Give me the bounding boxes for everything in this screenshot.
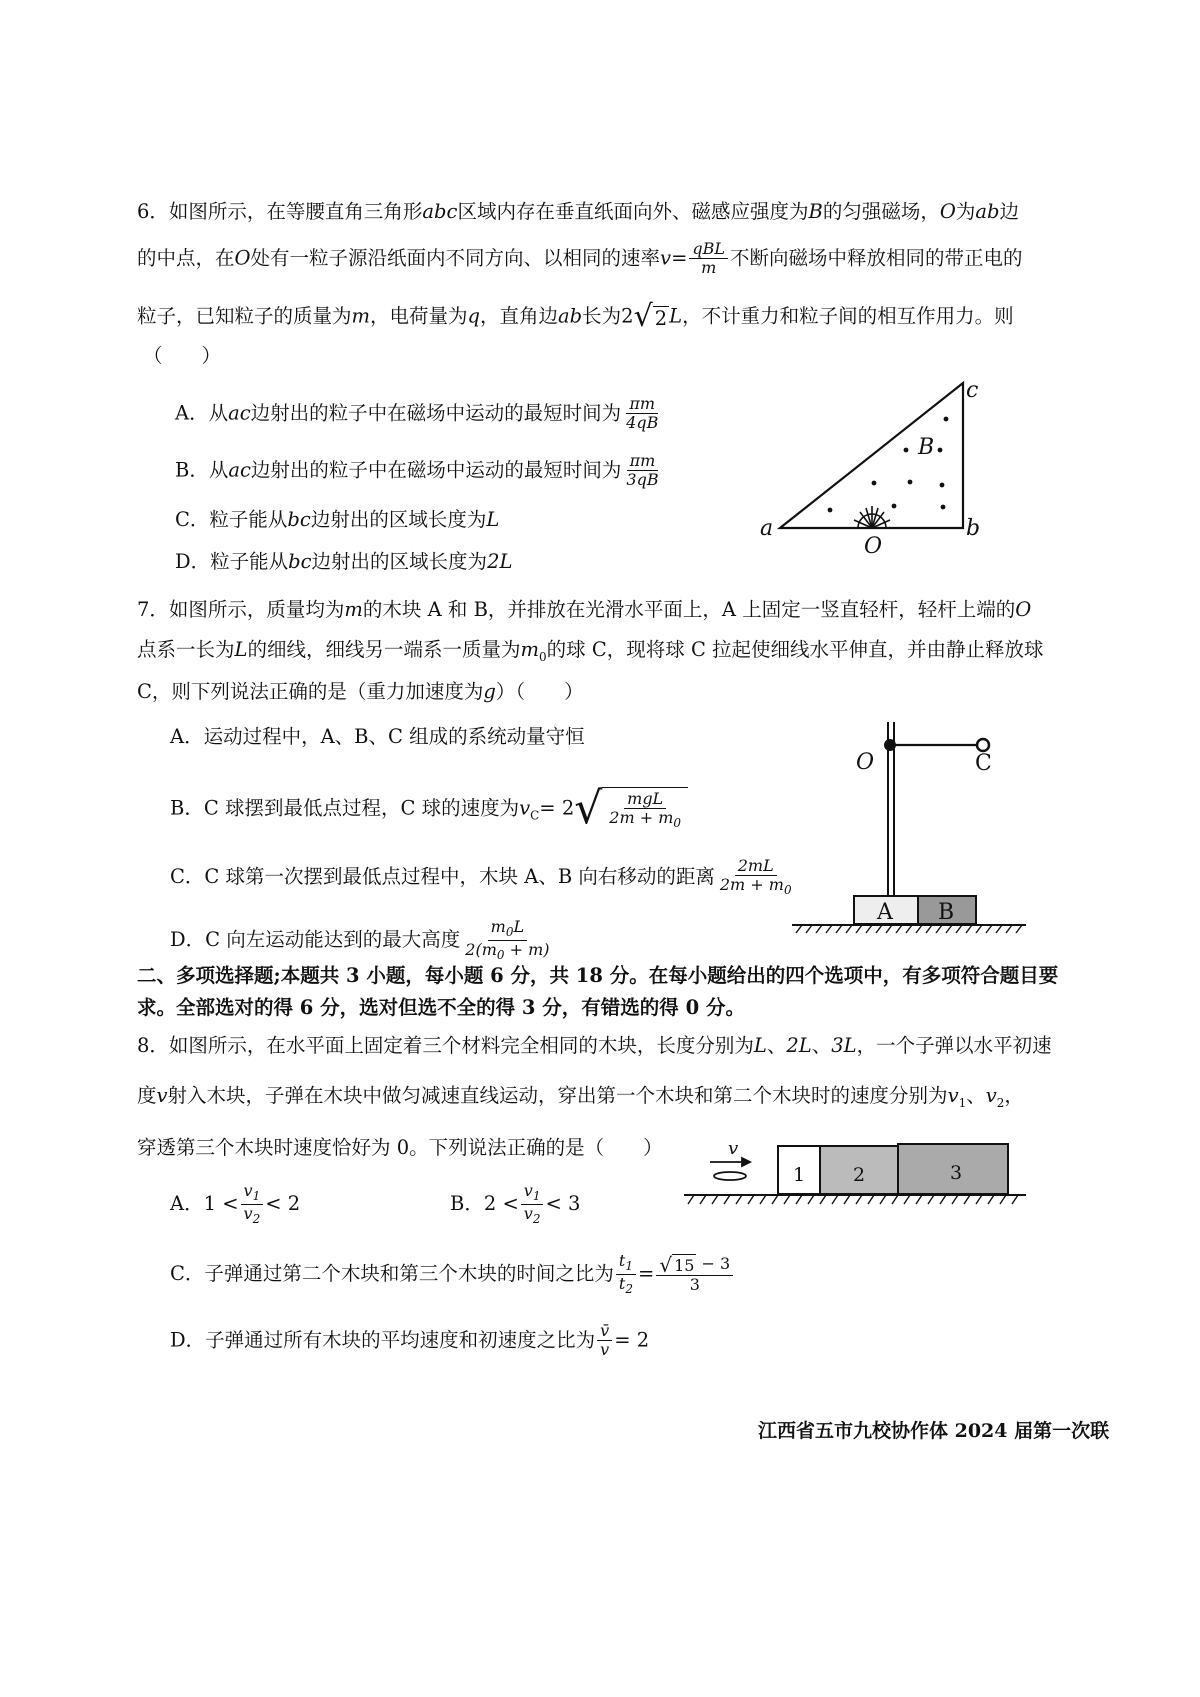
q6-stem-line3: 粒子，已知粒子的质量为m，电荷量为q，直角边ab长为2 √ 2 L，不计重力和粒子间的相互作用力。则 (137, 299, 1014, 334)
q8-label-3: 3 (950, 1162, 963, 1184)
q8-stem-line3: 穿透第三个木块时速度恰好为 0。下列说法正确的是（ ） (137, 1136, 663, 1159)
option-c-time-fraction: $\frac{t_1}{t_2}$ (616, 1252, 636, 1297)
q8-label-v: v (728, 1138, 739, 1159)
q7-label-B: B (938, 900, 955, 925)
q8-option-b: B．2 < $\frac{v_1}{v_2}$ < 3 (450, 1181, 581, 1227)
sqrt-expression: √ 2 (633, 299, 668, 334)
q7-stem-line1: 7．如图所示，质量均为m的木块 A 和 B，并排放在光滑水平面上，A 上固定一竖直轻杆，轻杆上端的O (137, 598, 1032, 621)
q6-label-B: B (918, 435, 935, 460)
option-a-fraction: $\frac{v_1}{v_2}$ (241, 1182, 264, 1227)
q7-label-C: C (975, 751, 992, 776)
velocity-fraction: $\frac{\text{qBL}}{m}$ (689, 240, 728, 278)
q6-option-c: C．粒子能从bc边射出的区域长度为L (175, 508, 500, 531)
q6-stem-line1: 6．如图所示，在等腰直角三角形abc区域内存在垂直纸面向外、磁感应强度为B的匀强磁场，O为ab边 (137, 200, 1019, 223)
ground-hatching (796, 925, 1022, 933)
ball-c (977, 739, 989, 751)
q7-stem-line3: C，则下列说法正确的是（重力加速度为g）（ ） (137, 680, 584, 703)
bullet (714, 1172, 746, 1180)
magnetic-field-dots (828, 417, 949, 513)
option-c-fraction: $\frac{2mL}{2m + m_0}$ (719, 856, 792, 898)
option-b-sqrt: √ $\frac{\text{mgL}}{2m + m_0}$ (574, 787, 688, 831)
option-b-fraction: $\frac{\text{mgL}}{2m + m_0}$ (609, 789, 682, 831)
q7-label-A: A (877, 900, 893, 925)
section2-header-line2: 求。全部选对的得 6 分，选对但选不全的得 3 分，有错选的得 0 分。 (137, 996, 745, 1019)
q6-option-a: A．从ac边射出的粒子中在磁场中运动的最短时间为 $\frac{\pi m}{4qB}$ (175, 395, 663, 433)
velocity-arrow-icon (710, 1158, 750, 1166)
particle-source-icon (854, 506, 890, 528)
q7-label-O: O (856, 750, 875, 775)
q6-label-O: O (864, 534, 883, 559)
q8-label-1: 1 (793, 1164, 806, 1186)
q6-label-c: c (966, 378, 979, 403)
q6-option-d: D．粒子能从bc边射出的区域长度为2L (175, 550, 513, 573)
option-b-fraction: $\frac{v_1}{v_2}$ (521, 1182, 544, 1227)
q6-triangle-figure (760, 370, 1020, 560)
q7-option-b: B．C 球摆到最低点过程，C 球的速度为$v_C= 2$ √ $\frac{\text{mgL}}{2m + m_0}$ (170, 787, 688, 831)
q7-option-d: D．C 向左运动能达到的最大高度 $\frac{m_0L}{2(m_0 + m)}$ (170, 918, 555, 963)
q6-answer-paren: （ ） (143, 344, 222, 367)
q6-option-b: B．从ac边射出的粒子中在磁场中运动的最短时间为 $\frac{\pi m}{3qB}$ (175, 452, 664, 490)
q7-stem-line2: 点系一长为L的细线，细线另一端系一质量为$m_0$的球 C，现将球 C 拉起使细线水平伸直，并由静止释放球 (137, 638, 1044, 664)
ground-hatching (688, 1195, 1018, 1204)
q8-option-d: D．子弹通过所有木块的平均速度和初速度之比为 $\frac{v̄}{v}$ = 2 (170, 1321, 650, 1360)
q8-option-a: A．1 < $\frac{v_1}{v_2}$ < 2 (170, 1181, 301, 1227)
section2-header-line1: 二、多项选择题;本题共 3 小题，每小题 6 分，共 18 分。在每小题给出的四个选项中，有多项符合题目要 (137, 964, 1059, 987)
q6-label-b: b (966, 516, 981, 541)
pivot-o (884, 739, 896, 751)
q7-pendulum-figure (790, 718, 1030, 948)
q8-stem-line1: 8．如图所示，在水平面上固定着三个材料完全相同的木块，长度分别为L、2L、3L，一个子弹以水平初速 (137, 1034, 1052, 1057)
q8-option-c: C．子弹通过第二个木块和第三个木块的时间之比为 $\frac{t_1}{t_2}$ = √ 15 − 3 3 (170, 1252, 735, 1297)
q7-option-a: A．运动过程中，A、B、C 组成的系统动量守恒 (170, 725, 585, 748)
page-footer: 江西省五市九校协作体 2024 届第一次联 (758, 1420, 1110, 1442)
option-b-fraction: $\frac{\pi m}{3qB}$ (626, 451, 659, 490)
option-c-value-fraction: √ 15 − 3 3 (656, 1254, 733, 1295)
q8-label-2: 2 (853, 1164, 866, 1186)
q7-option-c: C．C 球第一次摆到最低点过程中，木块 A、B 向右移动的距离 $\frac{2mL}{2m + m_0}$ (170, 857, 797, 898)
option-d-fraction: $\frac{m_0L}{2(m_0 + m)}$ (465, 917, 550, 963)
q6-label-a: a (760, 516, 774, 541)
q6-stem-line2: 的中点，在O处有一粒子源沿纸面内不同方向、以相同的速率v= $\frac{\text{qBL}}{m}$ 不断向磁场中释放相同的带正电的 (137, 239, 1023, 278)
option-d-fraction: $\frac{v̄}{v}$ (597, 1322, 612, 1360)
q8-stem-line2: 度v射入木块，子弹在木块中做匀减速直线运动，穿出第一个木块和第二个木块时的速度分别为$v_1$、$v_2$， (137, 1084, 1024, 1110)
option-a-fraction: $\frac{\pi m}{4qB}$ (626, 394, 659, 433)
